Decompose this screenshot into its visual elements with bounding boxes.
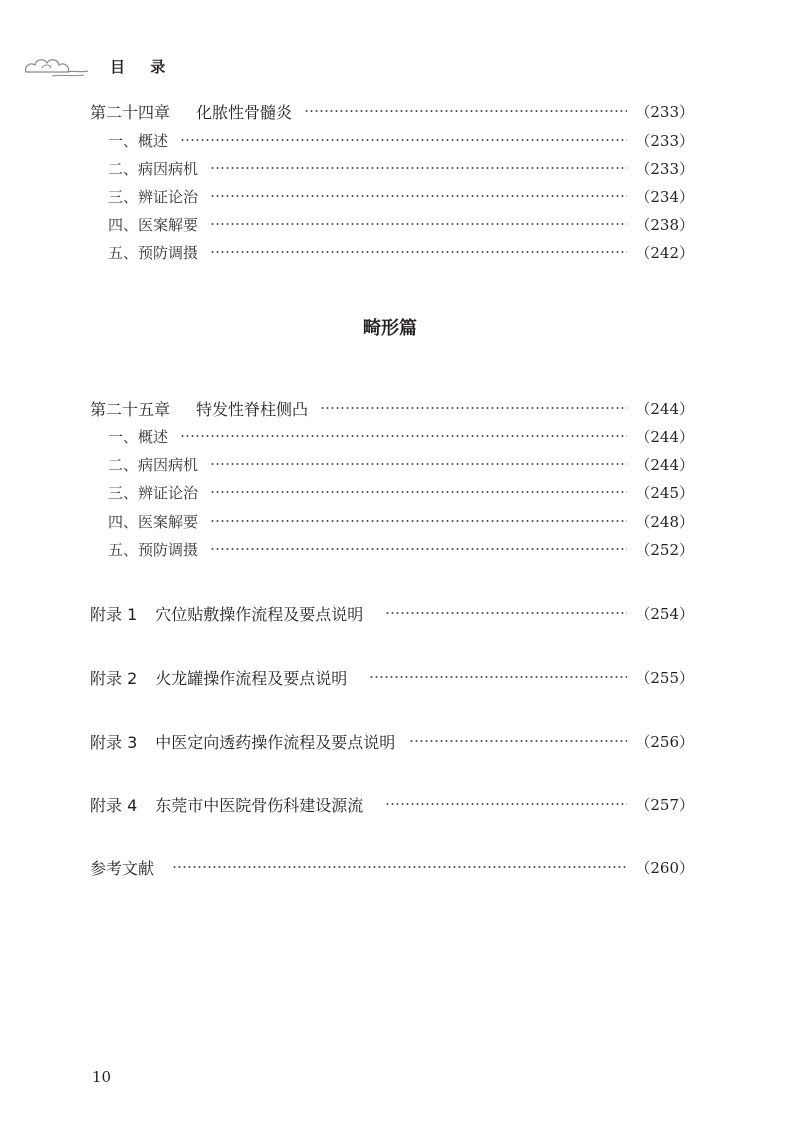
item-label: 五、预防调摄	[108, 243, 199, 262]
dot-leader	[172, 866, 627, 868]
running-header	[22, 48, 222, 82]
dot-leader	[210, 195, 627, 197]
toc-appendix-1[interactable]	[90, 601, 694, 625]
appendix-title: 穴位贴敷操作流程及要点说明	[155, 604, 364, 624]
toc-item[interactable]	[108, 424, 694, 448]
page-ref: （256）	[635, 732, 694, 751]
page-ref: （233）	[635, 102, 694, 121]
chapter-title: 特发性脊柱侧凸	[196, 399, 309, 419]
toc-item[interactable]	[108, 509, 694, 533]
dot-leader	[210, 223, 627, 225]
page-ref: （257）	[635, 795, 694, 814]
dot-leader	[210, 491, 627, 493]
page-ref: （233）	[635, 131, 694, 150]
page-ref: （254）	[635, 604, 694, 623]
page-number: 10	[92, 1068, 112, 1086]
toc-item[interactable]	[108, 128, 694, 152]
item-label: 三、辨证论治	[108, 187, 199, 206]
dot-leader	[385, 803, 627, 805]
item-label: 一、概述	[108, 131, 169, 150]
toc-item[interactable]	[108, 240, 694, 264]
references-label: 参考文献	[90, 858, 155, 878]
page-ref: （260）	[635, 858, 694, 877]
dot-leader	[304, 110, 627, 112]
toc-item[interactable]	[108, 537, 694, 561]
page-ref: （238）	[635, 215, 694, 234]
toc-appendix-2[interactable]	[90, 665, 694, 689]
toc-references[interactable]	[90, 855, 694, 879]
dot-leader	[180, 435, 627, 437]
page-ref: （242）	[635, 243, 694, 262]
appendix-label: 附录 4	[90, 795, 138, 815]
cloud-ornament-icon	[22, 50, 92, 80]
toc-appendix-4[interactable]	[90, 792, 694, 816]
dot-leader	[320, 407, 627, 409]
page-ref: （233）	[635, 159, 694, 178]
page-ref: （244）	[635, 399, 694, 418]
appendix-label: 附录 1	[90, 604, 138, 624]
toc-chapter-25[interactable]	[90, 396, 694, 420]
dot-leader	[369, 676, 627, 678]
item-label: 三、辨证论治	[108, 483, 199, 502]
dot-leader	[180, 139, 627, 141]
item-label: 四、医案解要	[108, 512, 199, 531]
page-ref: （244）	[635, 427, 694, 446]
page-ref: （248）	[635, 512, 694, 531]
chapter-label: 第二十五章	[90, 399, 171, 419]
item-label: 一、概述	[108, 427, 169, 446]
dot-leader	[210, 251, 627, 253]
chapter-title: 化脓性骨髓炎	[196, 102, 293, 122]
toc-item[interactable]	[108, 480, 694, 504]
dot-leader	[409, 740, 627, 742]
toc-chapter-24[interactable]	[90, 99, 694, 123]
appendix-label: 附录 2	[90, 668, 138, 688]
dot-leader	[210, 520, 627, 522]
header-title: 目 录	[110, 58, 176, 76]
item-label: 五、预防调摄	[108, 540, 199, 559]
page-ref: （234）	[635, 187, 694, 206]
dot-leader	[210, 167, 627, 169]
chapter-label: 第二十四章	[90, 102, 171, 122]
page-ref: （252）	[635, 540, 694, 559]
item-label: 四、医案解要	[108, 215, 199, 234]
item-label: 二、病因病机	[108, 159, 199, 178]
dot-leader	[210, 463, 627, 465]
appendix-title: 火龙罐操作流程及要点说明	[155, 668, 348, 688]
appendix-title: 中医定向透药操作流程及要点说明	[155, 732, 396, 752]
dot-leader	[385, 612, 627, 614]
page-ref: （255）	[635, 668, 694, 687]
toc-item[interactable]	[108, 156, 694, 180]
toc-item[interactable]	[108, 184, 694, 208]
toc-item[interactable]	[108, 452, 694, 476]
appendix-title: 东莞市中医院骨伤科建设源流	[155, 795, 364, 815]
dot-leader	[210, 548, 627, 550]
page-ref: （245）	[635, 483, 694, 502]
item-label: 二、病因病机	[108, 455, 199, 474]
toc-item[interactable]	[108, 212, 694, 236]
page-ref: （244）	[635, 455, 694, 474]
toc-appendix-3[interactable]	[90, 729, 694, 753]
part-title: 畸形篇	[363, 318, 417, 339]
appendix-label: 附录 3	[90, 732, 138, 752]
